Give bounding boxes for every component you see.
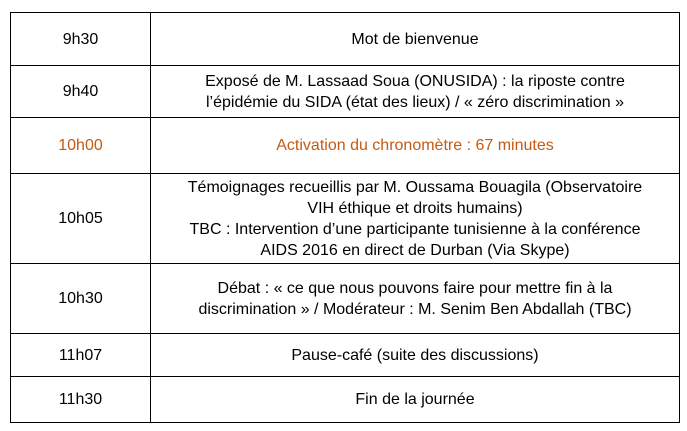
activity-line: TBC : Intervention d’une participante tunisienne à la conférence (189, 220, 641, 238)
activity-line: Exposé de M. Lassaad Soua (ONUSIDA) : la riposte contre (205, 72, 625, 90)
activity-line: VIH éthique et droits humains) (307, 199, 523, 217)
activity-cell (151, 174, 680, 264)
activity-line: Débat : « ce que nous pouvons faire pour mettre fin à la (217, 279, 613, 297)
time-cell: 9h40 (11, 66, 151, 118)
activity-cell (151, 334, 680, 377)
activity-line: AIDS 2016 en direct de Durban (Via Skype) (260, 241, 570, 259)
table-row (11, 264, 680, 334)
time-cell: 10h00 (11, 118, 151, 174)
table-row-highlighted (11, 118, 680, 174)
activity-line: Fin de la journée (355, 391, 475, 408)
activity-line: Témoignages recueillis par M. Oussama Bouagila (Observatoire (187, 178, 643, 196)
time-cell: 10h05 (11, 174, 151, 264)
table-row (11, 377, 680, 423)
activity-cell (151, 377, 680, 423)
time-cell: 11h30 (11, 377, 151, 423)
activity-line: l’épidémie du SIDA (état des lieux) / « zéro discrimination » (206, 93, 624, 111)
time-cell: 11h07 (11, 334, 151, 377)
time-cell: 10h30 (11, 264, 151, 334)
activity-cell (151, 66, 680, 118)
activity-line: Pause-café (suite des discussions) (291, 346, 539, 364)
activity-cell (151, 118, 680, 174)
schedule-table (10, 12, 680, 423)
activity-line: Activation du chronomètre : 67 minutes (276, 137, 554, 154)
time-cell: 9h30 (11, 13, 151, 66)
table-row (11, 334, 680, 377)
activity-line: discrimination » / Modérateur : M. Senim Ben Abdallah (TBC) (198, 300, 632, 318)
activity-line: Mot de bienvenue (351, 30, 479, 48)
table-row (11, 13, 680, 66)
table-row (11, 66, 680, 118)
activity-cell (151, 13, 680, 66)
activity-cell (151, 264, 680, 334)
table-row (11, 174, 680, 264)
